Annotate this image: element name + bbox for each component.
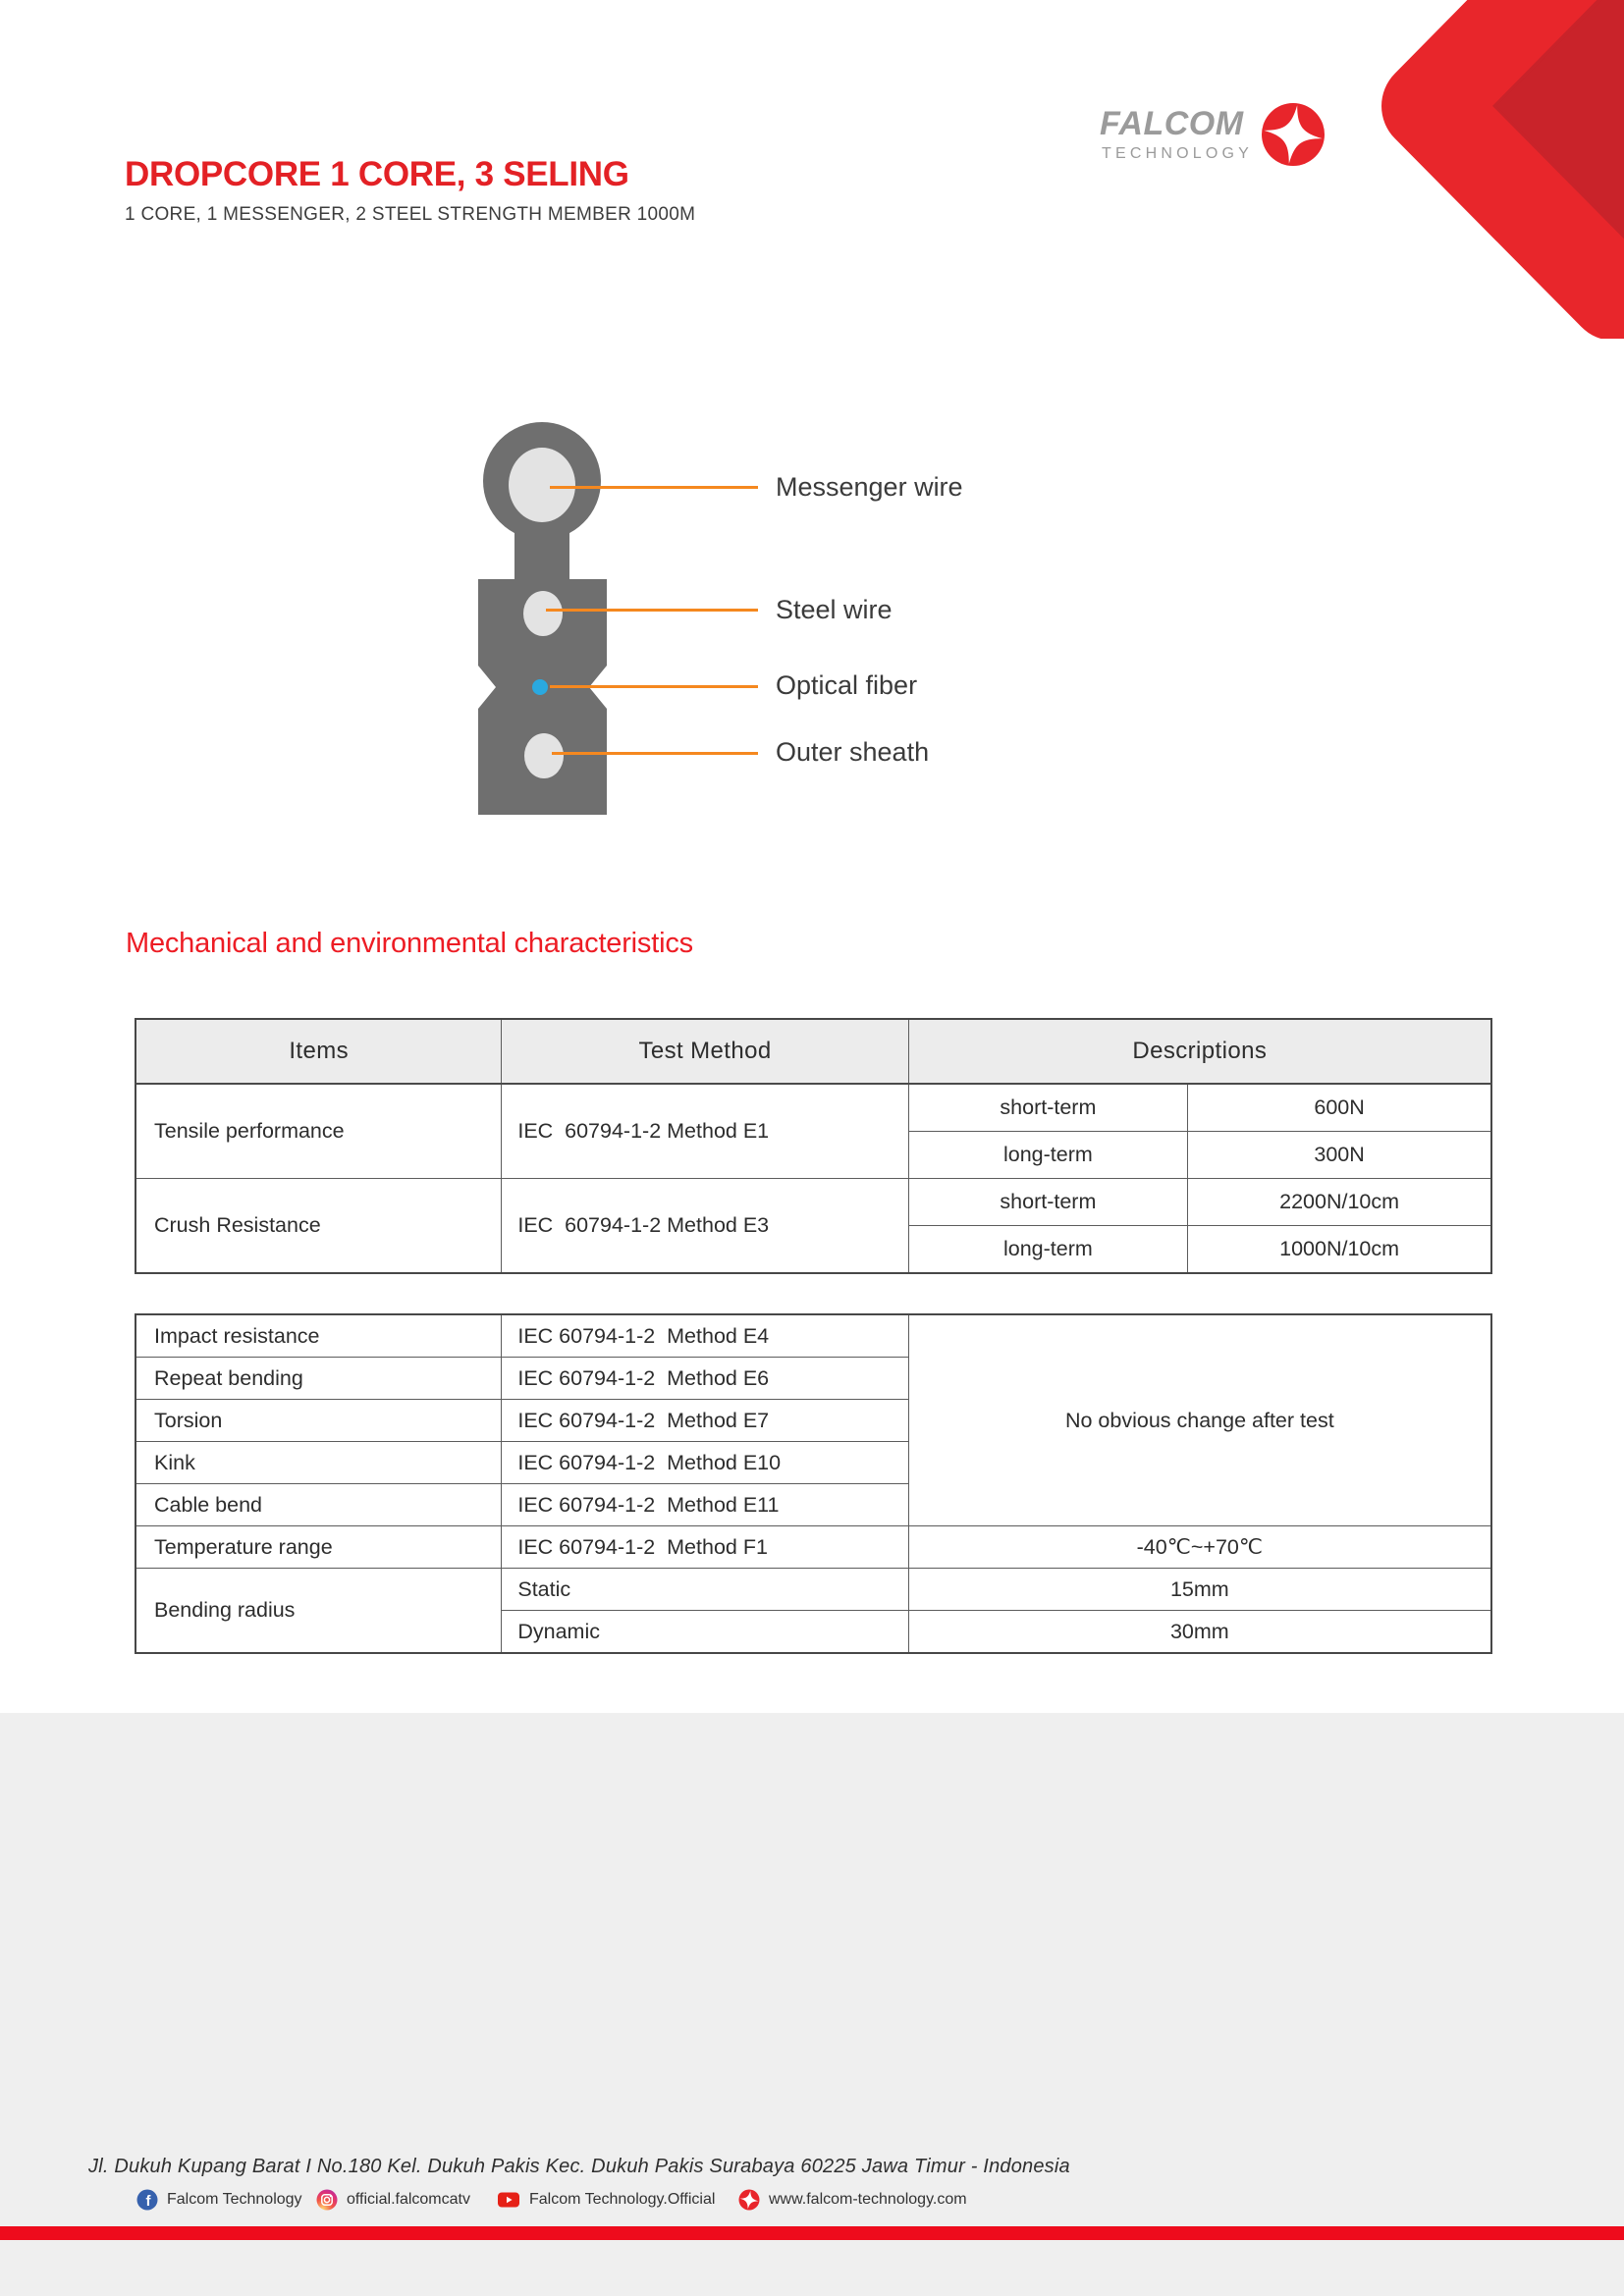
cell-value: 600N (1188, 1084, 1491, 1132)
cell-item: Temperature range (135, 1526, 502, 1569)
footer-red-bar (0, 2226, 1624, 2240)
cell-term: short-term (908, 1084, 1187, 1132)
header-descriptions: Descriptions (908, 1019, 1491, 1084)
social-item-facebook (136, 2188, 302, 2212)
facebook-icon (136, 2189, 158, 2211)
youtube-icon (497, 2190, 520, 2210)
cell-item: Repeat bending (135, 1358, 502, 1400)
brand-name: FALCOM (1100, 105, 1244, 142)
cell-item: Bending radius (135, 1569, 502, 1654)
table-row (135, 1084, 1491, 1132)
cell-method: IEC 60794-1-2 Method E7 (502, 1400, 908, 1442)
cell-term: short-term (908, 1179, 1187, 1226)
cell-value: 1000N/10cm (1188, 1226, 1491, 1274)
cell-term: long-term (908, 1226, 1187, 1274)
section-title: Mechanical and environmental characteristics (126, 928, 693, 959)
cell-item: Impact resistance (135, 1314, 502, 1358)
falcom-star-icon (1260, 101, 1326, 168)
diagram-label-optical-fiber: Optical fiber (776, 670, 918, 700)
diagram-label-steel-wire: Steel wire (776, 595, 893, 624)
falcom-star-icon (738, 2189, 760, 2211)
cell-method: IEC 60794-1-2 Method E3 (502, 1179, 908, 1274)
cell-item: Kink (135, 1442, 502, 1484)
cell-method: IEC 60794-1-2 Method F1 (502, 1526, 908, 1569)
table-row (135, 1569, 1491, 1611)
footer-address: Jl. Dukuh Kupang Barat I No.180 Kel. Dukuh Pakis Kec. Dukuh Pakis Surabaya 60225 Jawa Timur - Indonesia (88, 2156, 1070, 2177)
cell-value: 30mm (908, 1611, 1491, 1654)
corner-chevron-decoration (1367, 0, 1624, 339)
cell-item: Crush Resistance (135, 1179, 502, 1274)
cell-method: IEC 60794-1-2 Method E11 (502, 1484, 908, 1526)
social-label: www.falcom-technology.com (769, 2191, 967, 2208)
cell-term: long-term (908, 1132, 1187, 1179)
diagram-label-outer-sheath: Outer sheath (776, 737, 930, 767)
cell-method: IEC 60794-1-2 Method E1 (502, 1084, 908, 1179)
social-item-instagram (316, 2188, 470, 2212)
cell-result: No obvious change after test (908, 1314, 1491, 1526)
brand-subname: TECHNOLOGY (1102, 145, 1254, 162)
mechanical-table-2 (135, 1313, 1492, 1654)
steel-wire-leader-line (546, 609, 758, 612)
cell-method: IEC 60794-1-2 Method E6 (502, 1358, 908, 1400)
diagram-label-messenger-wire: Messenger wire (776, 472, 963, 502)
cable-cross-section-diagram (432, 412, 648, 864)
table-row (135, 1526, 1491, 1569)
header-test-method: Test Method (502, 1019, 908, 1084)
table-row (135, 1179, 1491, 1226)
header-items: Items (135, 1019, 502, 1084)
cell-item: Tensile performance (135, 1084, 502, 1179)
outer-sheath-leader-line (552, 752, 758, 755)
social-label: Falcom Technology (167, 2191, 302, 2208)
page-subtitle: 1 CORE, 1 MESSENGER, 2 STEEL STRENGTH MEMBER 1000M (125, 204, 696, 225)
cell-value: -40℃~+70℃ (908, 1526, 1491, 1569)
table-header-row (135, 1019, 1491, 1084)
cell-term: Dynamic (502, 1611, 908, 1654)
cell-item: Cable bend (135, 1484, 502, 1526)
cell-method: IEC 60794-1-2 Method E10 (502, 1442, 908, 1484)
page-title: DROPCORE 1 CORE, 3 SELING (125, 155, 629, 193)
cell-item: Torsion (135, 1400, 502, 1442)
social-item-website (738, 2188, 967, 2212)
instagram-icon (316, 2189, 338, 2211)
social-label: official.falcomcatv (347, 2191, 470, 2208)
optical-fiber-leader-line (550, 685, 758, 688)
svg-text:f: f (145, 2193, 151, 2210)
cell-value: 2200N/10cm (1188, 1179, 1491, 1226)
cell-value: 300N (1188, 1132, 1491, 1179)
social-item-youtube (497, 2188, 715, 2212)
social-label: Falcom Technology.Official (529, 2191, 716, 2208)
cell-value: 15mm (908, 1569, 1491, 1611)
mechanical-table-1 (135, 1018, 1492, 1274)
table-row (135, 1314, 1491, 1358)
cell-term: Static (502, 1569, 908, 1611)
messenger-wire-leader-line (550, 486, 758, 489)
cell-method: IEC 60794-1-2 Method E4 (502, 1314, 908, 1358)
